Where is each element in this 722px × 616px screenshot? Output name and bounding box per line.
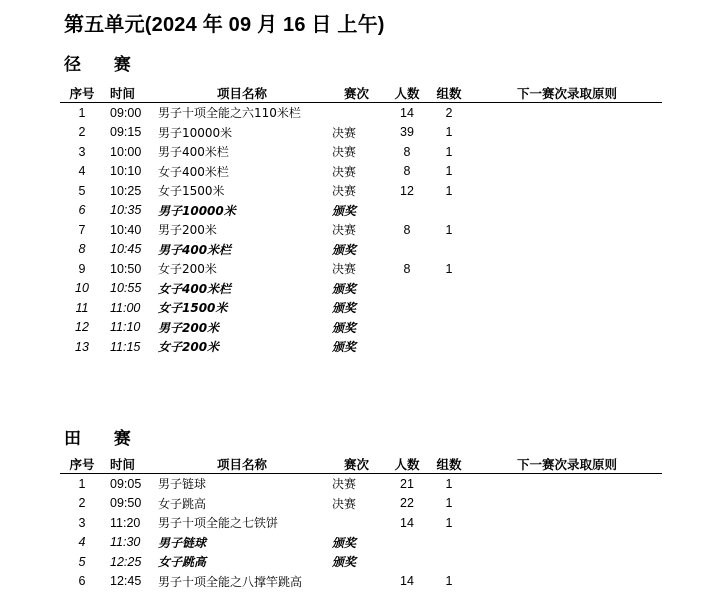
cell-count: 14: [400, 515, 414, 530]
column-header-name: 项目名称: [154, 455, 330, 474]
column-header-groups: 组数: [426, 84, 472, 103]
cell-time: 10:25: [110, 183, 142, 198]
cell-no: 4: [78, 164, 86, 179]
cell-groups: 2: [445, 105, 453, 120]
table-row-award: [60, 533, 662, 553]
cell-round: 决赛: [332, 125, 357, 140]
cell-groups: [426, 240, 472, 260]
cell-rule: [472, 572, 662, 592]
column-header-no: 序号: [60, 455, 104, 474]
table-row: [60, 103, 662, 123]
cell-round: 决赛: [332, 496, 357, 511]
cell-rule: [472, 240, 662, 260]
cell-rule: [472, 318, 662, 338]
cell-time: 12:45: [110, 574, 142, 589]
cell-groups: 1: [445, 515, 453, 530]
cell-rule: [472, 103, 662, 123]
table-row: [60, 123, 662, 143]
field-schedule-table: [60, 455, 662, 591]
table-row: [60, 181, 662, 201]
cell-count: 8: [403, 261, 411, 276]
cell-round: 颁奖: [332, 281, 357, 296]
cell-no: 12: [75, 320, 89, 335]
cell-no: 1: [78, 105, 86, 120]
cell-rule: [472, 181, 662, 201]
cell-no: 5: [78, 554, 86, 569]
cell-no: 10: [75, 281, 89, 296]
column-header-name: 项目名称: [154, 84, 330, 103]
cell-event-name: 女子1500米: [158, 184, 225, 199]
cell-time: 09:50: [110, 496, 142, 511]
cell-groups: 1: [445, 574, 453, 589]
table-row-award: [60, 318, 662, 338]
column-header-rule: 下一赛次录取原则: [472, 84, 662, 103]
table-row-award: [60, 337, 662, 357]
cell-count: [388, 337, 426, 357]
cell-no: 8: [78, 242, 86, 257]
cell-no: 4: [78, 535, 86, 550]
table-row: [60, 513, 662, 533]
cell-time: 10:10: [110, 164, 142, 179]
cell-no: 3: [78, 144, 86, 159]
cell-event-name: 女子200米: [158, 262, 217, 277]
column-header-no: 序号: [60, 84, 104, 103]
cell-rule: [472, 259, 662, 279]
field-section-title: 田 赛: [64, 429, 145, 448]
table-row: [60, 494, 662, 514]
track-section-title: 径 赛: [64, 55, 145, 74]
cell-groups: [426, 279, 472, 299]
cell-groups: [426, 533, 472, 553]
cell-round: 颁奖: [332, 301, 357, 316]
table-row-award: [60, 298, 662, 318]
cell-time: 11:30: [110, 535, 141, 550]
table-row: [60, 220, 662, 240]
cell-rule: [472, 337, 662, 357]
cell-count: 8: [403, 222, 411, 237]
cell-rule: [472, 552, 662, 572]
cell-rule: [472, 494, 662, 514]
cell-count: [388, 533, 426, 553]
document-title: 第五单元(2024 年 09 月 16 日 上午): [64, 14, 385, 36]
cell-time: 09:15: [110, 125, 142, 140]
table-row: [60, 259, 662, 279]
cell-time: 10:35: [110, 203, 142, 218]
cell-event-name: 男子200米: [158, 320, 220, 335]
cell-round: 决赛: [332, 184, 357, 199]
cell-time: 10:45: [110, 242, 142, 257]
cell-rule: [472, 298, 662, 318]
cell-no: 9: [78, 261, 86, 276]
cell-rule: [472, 474, 662, 494]
cell-count: 21: [400, 476, 414, 491]
cell-count: [388, 279, 426, 299]
cell-groups: 1: [445, 183, 453, 198]
cell-round: [330, 103, 388, 123]
table-row-award: [60, 201, 662, 221]
cell-rule: [472, 220, 662, 240]
cell-time: 10:00: [110, 144, 142, 159]
cell-time: 11:15: [110, 339, 141, 354]
cell-count: 39: [400, 125, 414, 140]
cell-groups: [426, 298, 472, 318]
cell-groups: [426, 337, 472, 357]
cell-groups: 1: [445, 144, 453, 159]
cell-event-name: 男子十项全能之六110米栏: [158, 106, 301, 121]
table-row-award: [60, 240, 662, 260]
cell-round: 决赛: [332, 477, 357, 492]
table-row: [60, 572, 662, 592]
cell-no: 11: [75, 300, 89, 315]
column-header-count: 人数: [388, 84, 426, 103]
cell-round: 决赛: [332, 145, 357, 160]
cell-no: 1: [78, 476, 86, 491]
table-row: [60, 162, 662, 182]
cell-event-name: 女子1500米: [158, 301, 228, 316]
column-header-count: 人数: [388, 455, 426, 474]
cell-event-name: 男子十项全能之八撑竿跳高: [158, 574, 303, 589]
cell-groups: 1: [445, 125, 453, 140]
table-header-row: [60, 84, 662, 103]
cell-groups: [426, 318, 472, 338]
cell-no: 2: [78, 125, 86, 140]
cell-time: 11:10: [110, 320, 141, 335]
cell-no: 2: [78, 496, 86, 511]
cell-event-name: 女子跳高: [158, 555, 207, 570]
cell-no: 6: [78, 203, 86, 218]
column-header-rule: 下一赛次录取原则: [472, 455, 662, 474]
cell-time: 12:25: [110, 554, 142, 569]
cell-time: 10:55: [110, 281, 142, 296]
cell-round: 颁奖: [332, 320, 357, 335]
cell-count: 22: [400, 496, 414, 511]
cell-event-name: 男子200米: [158, 223, 217, 238]
column-header-time: 时间: [104, 455, 154, 474]
cell-round: [330, 513, 388, 533]
cell-count: 12: [400, 183, 414, 198]
cell-no: 7: [78, 222, 86, 237]
cell-round: 决赛: [332, 262, 357, 277]
column-header-groups: 组数: [426, 455, 472, 474]
cell-time: 09:00: [110, 105, 142, 120]
cell-event-name: 男子400米栏: [158, 145, 229, 160]
cell-rule: [472, 201, 662, 221]
cell-time: 10:40: [110, 222, 142, 237]
cell-count: [388, 318, 426, 338]
cell-no: 13: [75, 339, 89, 354]
cell-event-name: 女子200米: [158, 340, 220, 355]
cell-round: 颁奖: [332, 535, 357, 550]
cell-groups: 1: [445, 164, 453, 179]
cell-time: 11:20: [110, 515, 141, 530]
column-header-time: 时间: [104, 84, 154, 103]
cell-count: 14: [400, 105, 414, 120]
track-schedule-table: [60, 84, 662, 357]
cell-groups: [426, 201, 472, 221]
cell-count: [388, 552, 426, 572]
cell-rule: [472, 279, 662, 299]
table-header-row: [60, 455, 662, 474]
cell-event-name: 男子链球: [158, 477, 207, 492]
column-header-round: 赛次: [330, 455, 388, 474]
column-header-round: 赛次: [330, 84, 388, 103]
cell-event-name: 女子跳高: [158, 496, 207, 511]
cell-event-name: 男子链球: [158, 535, 207, 550]
cell-groups: [426, 552, 472, 572]
cell-round: 颁奖: [332, 203, 357, 218]
cell-event-name: 女子400米栏: [158, 281, 232, 296]
cell-time: 10:50: [110, 261, 142, 276]
cell-round: 颁奖: [332, 555, 357, 570]
cell-time: 09:05: [110, 476, 142, 491]
cell-rule: [472, 142, 662, 162]
cell-groups: 1: [445, 261, 453, 276]
cell-groups: 1: [445, 496, 453, 511]
cell-count: [388, 201, 426, 221]
cell-event-name: 男子10000米: [158, 203, 236, 218]
cell-event-name: 男子十项全能之七铁饼: [158, 516, 279, 531]
table-row: [60, 474, 662, 494]
cell-rule: [472, 162, 662, 182]
cell-count: 8: [403, 144, 411, 159]
table-row-award: [60, 552, 662, 572]
cell-round: 颁奖: [332, 340, 357, 355]
cell-time: 11:00: [110, 300, 141, 315]
cell-count: [388, 240, 426, 260]
table-row: [60, 142, 662, 162]
cell-no: 6: [78, 574, 86, 589]
cell-no: 5: [78, 183, 86, 198]
cell-round: [330, 572, 388, 592]
cell-event-name: 男子400米栏: [158, 242, 232, 257]
cell-round: 决赛: [332, 164, 357, 179]
cell-count: 8: [403, 164, 411, 179]
cell-groups: 1: [445, 222, 453, 237]
cell-event-name: 女子400米栏: [158, 164, 229, 179]
cell-no: 3: [78, 515, 86, 530]
cell-round: 颁奖: [332, 242, 357, 257]
cell-groups: 1: [445, 476, 453, 491]
table-row-award: [60, 279, 662, 299]
cell-count: [388, 298, 426, 318]
cell-rule: [472, 513, 662, 533]
cell-round: 决赛: [332, 223, 357, 238]
cell-rule: [472, 123, 662, 143]
cell-count: 14: [400, 574, 414, 589]
cell-rule: [472, 533, 662, 553]
cell-event-name: 男子10000米: [158, 125, 233, 140]
